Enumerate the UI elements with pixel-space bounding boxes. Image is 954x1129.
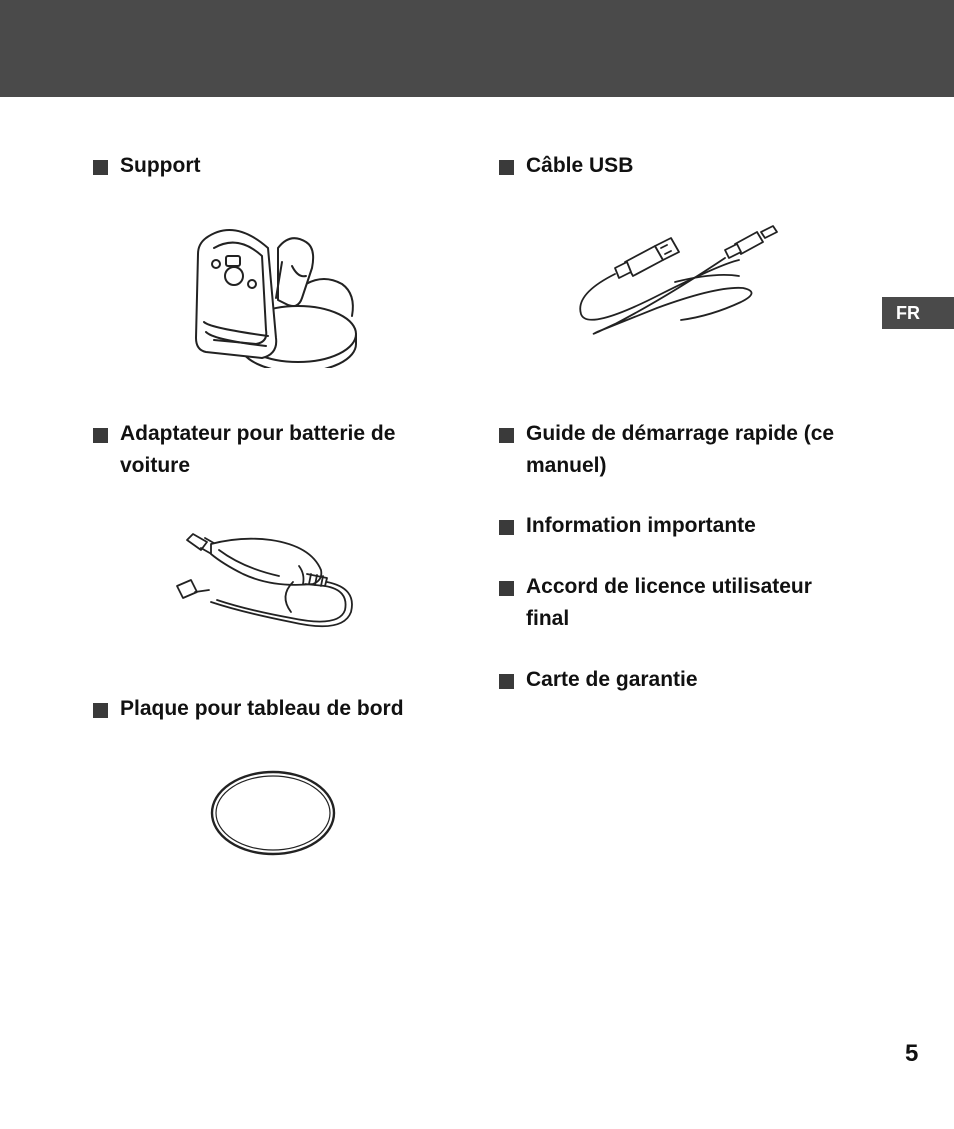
square-bullet-icon bbox=[93, 428, 108, 443]
item-label: Support bbox=[120, 154, 201, 177]
item-warranty-card bbox=[499, 670, 859, 696]
item-quick-start-guide bbox=[499, 424, 859, 482]
square-bullet-icon bbox=[499, 581, 514, 596]
dashboard-disc-illustration bbox=[210, 770, 336, 856]
header-band bbox=[0, 0, 954, 97]
item-label: Carte de garantie bbox=[526, 668, 698, 691]
item-label: Câble USB bbox=[526, 154, 634, 177]
item-car-adapter bbox=[93, 424, 453, 482]
car-battery-adapter-illustration bbox=[175, 522, 360, 637]
square-bullet-icon bbox=[93, 703, 108, 718]
item-label: Information importante bbox=[526, 514, 756, 537]
square-bullet-icon bbox=[499, 160, 514, 175]
item-dashboard-plate bbox=[93, 699, 453, 725]
item-label: Plaque pour tableau de bord bbox=[120, 697, 404, 720]
item-important-information bbox=[499, 516, 859, 542]
language-tab: FR bbox=[882, 297, 954, 329]
item-usb-cable bbox=[499, 156, 859, 182]
page-number: 5 bbox=[905, 1040, 919, 1067]
item-support bbox=[93, 156, 453, 182]
car-mount-illustration bbox=[188, 222, 358, 368]
item-label: Guide de démarrage rapide (ce manuel) bbox=[526, 422, 835, 477]
item-label: Accord de licence utilisateur final bbox=[526, 575, 812, 630]
square-bullet-icon bbox=[93, 160, 108, 175]
usb-cable-illustration bbox=[575, 222, 790, 340]
item-label: Adaptateur pour batterie de voiture bbox=[120, 422, 396, 477]
square-bullet-icon bbox=[499, 520, 514, 535]
square-bullet-icon bbox=[499, 428, 514, 443]
item-license-agreement bbox=[499, 577, 859, 635]
square-bullet-icon bbox=[499, 674, 514, 689]
